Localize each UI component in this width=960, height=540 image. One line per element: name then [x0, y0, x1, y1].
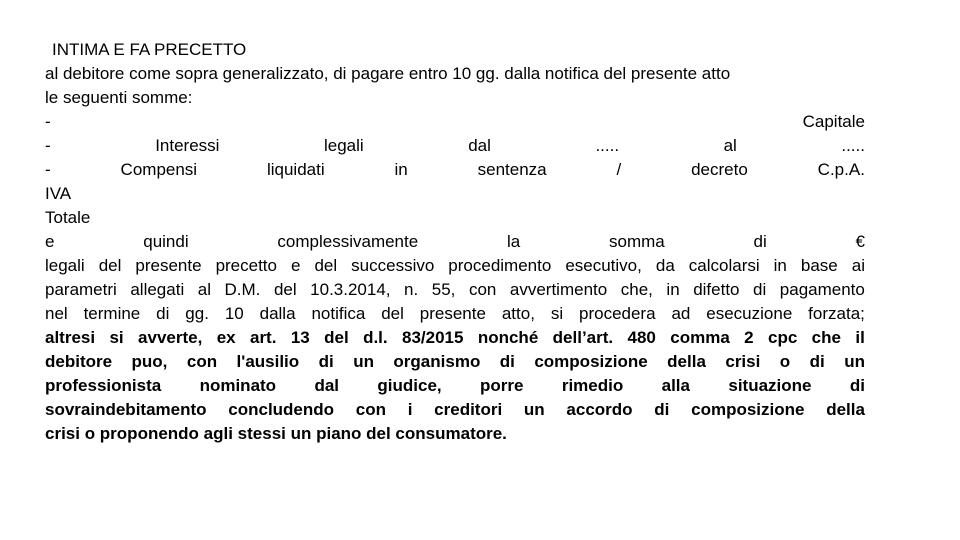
line-text: 2 — [744, 328, 754, 347]
legal-document — [45, 38, 865, 446]
line-text: - — [45, 136, 51, 155]
document-line — [45, 350, 865, 374]
line-text: da — [655, 256, 675, 275]
line-text: creditori — [434, 400, 503, 419]
line-text: liquidati — [266, 160, 325, 179]
line-text: del — [314, 256, 338, 275]
document-line — [45, 230, 865, 254]
line-text: comma — [670, 328, 730, 347]
line-text: con — [468, 280, 497, 299]
line-text: di — [318, 352, 334, 371]
line-text: 480 — [627, 328, 656, 347]
line-text: esecutivo, — [565, 256, 642, 275]
line-text: le seguenti somme: — [45, 88, 193, 107]
line-text: in — [666, 280, 680, 299]
line-text: in — [773, 256, 787, 275]
line-text: i — [407, 400, 413, 419]
line-text: al — [197, 280, 211, 299]
line-text: l'ausilio — [236, 352, 300, 371]
line-text: avvertimento — [509, 280, 608, 299]
line-text: rimedio — [561, 376, 624, 395]
line-text: con — [355, 400, 386, 419]
line-text: ad — [671, 304, 691, 323]
line-text: allegati — [130, 280, 185, 299]
line-text: 10.3.2014, — [310, 280, 391, 299]
line-text: Interessi — [155, 136, 220, 155]
line-text: decreto — [691, 160, 748, 179]
line-text: - — [45, 160, 51, 179]
line-text: crisi o proponendo agli stessi un piano del consumatore. — [45, 424, 507, 443]
line-text: si — [550, 304, 564, 323]
line-text: presente — [419, 304, 486, 323]
line-text: - — [45, 112, 51, 131]
line-text: composizione — [691, 400, 805, 419]
line-text: al debitore come sopra generalizzato, di pagare entro 10 gg. dalla notifica del presente atto — [45, 64, 731, 83]
document-line — [45, 134, 865, 158]
document-line — [45, 374, 865, 398]
line-text: professionista — [45, 376, 162, 395]
document-title: INTIMA E FA PRECETTO — [52, 40, 247, 59]
line-text: della — [826, 400, 865, 419]
line-text: ai — [851, 256, 865, 275]
line-text: n. — [404, 280, 419, 299]
line-text: e — [45, 232, 55, 251]
line-text: del — [98, 256, 122, 275]
line-text: quindi — [143, 232, 189, 251]
line-text: C.p.A. — [817, 160, 865, 179]
line-text: procedera — [579, 304, 656, 323]
line-text: legali — [45, 256, 85, 275]
document-line — [45, 110, 865, 134]
line-text: un — [844, 352, 865, 371]
document-line — [45, 302, 865, 326]
document-body — [45, 62, 865, 446]
line-text: legali — [323, 136, 364, 155]
line-text: parametri — [45, 280, 117, 299]
line-text: nonché — [477, 328, 539, 347]
line-text: 83/2015 — [402, 328, 464, 347]
line-text: un — [523, 400, 545, 419]
line-text: precetto — [215, 256, 277, 275]
line-text: di — [849, 376, 865, 395]
line-text: di — [499, 352, 515, 371]
line-text: pagamento — [779, 280, 865, 299]
line-text: giudice, — [377, 376, 442, 395]
document-line — [45, 86, 865, 110]
line-text: 55, — [431, 280, 456, 299]
line-text: successivo — [351, 256, 435, 275]
line-text: organismo — [393, 352, 481, 371]
line-text: del — [273, 280, 297, 299]
document-line — [45, 278, 865, 302]
line-text: concludendo — [228, 400, 335, 419]
line-text: crisi — [725, 352, 761, 371]
line-text: Totale — [45, 208, 91, 227]
line-text: o — [779, 352, 791, 371]
line-text: nominato — [199, 376, 277, 395]
line-text: dal — [314, 376, 340, 395]
line-text: si — [109, 328, 124, 347]
line-text: dell’art. — [552, 328, 614, 347]
line-text: termine — [83, 304, 141, 323]
line-text: Compensi — [120, 160, 198, 179]
line-text: di — [156, 304, 170, 323]
line-text: notifica — [311, 304, 366, 323]
line-text: ex — [216, 328, 236, 347]
line-text: e — [291, 256, 301, 275]
line-text: 10 — [224, 304, 244, 323]
line-text: debitore — [45, 352, 113, 371]
line-text: ..... — [595, 136, 620, 155]
document-line — [45, 422, 865, 446]
document-line — [45, 398, 865, 422]
line-text: del — [324, 328, 349, 347]
line-text: Capitale — [802, 112, 865, 131]
line-text: forzata; — [808, 304, 865, 323]
line-text: alla — [661, 376, 690, 395]
document-line — [45, 254, 865, 278]
line-text: di — [753, 280, 767, 299]
line-text: avverte, — [138, 328, 203, 347]
document-line — [45, 206, 865, 230]
line-text: D.M. — [224, 280, 261, 299]
line-text: esecuzione — [706, 304, 793, 323]
line-text: di — [753, 232, 767, 251]
line-text: del — [381, 304, 404, 323]
document-line — [45, 182, 865, 206]
line-text: il — [855, 328, 865, 347]
line-text: art. — [249, 328, 277, 347]
line-text: complessivamente — [277, 232, 419, 251]
line-text: nel — [45, 304, 68, 323]
line-text: d.l. — [363, 328, 388, 347]
document-line — [45, 158, 865, 182]
line-text: presente — [135, 256, 202, 275]
line-text: un — [353, 352, 374, 371]
line-text: al — [723, 136, 737, 155]
line-text: accordo — [566, 400, 633, 419]
line-text: la — [506, 232, 521, 251]
line-text: sovraindebitamento — [45, 400, 207, 419]
line-text: procedimento — [448, 256, 552, 275]
document-line — [45, 62, 865, 86]
line-text: porre — [480, 376, 524, 395]
line-text: gg. — [185, 304, 209, 323]
line-text: situazione — [728, 376, 812, 395]
line-text: dal — [468, 136, 491, 155]
line-text: cpc — [768, 328, 798, 347]
line-text: che — [811, 328, 841, 347]
line-text: in — [394, 160, 408, 179]
line-text: di — [654, 400, 670, 419]
line-text: dalla — [259, 304, 296, 323]
line-text: sentenza — [477, 160, 547, 179]
line-text: della — [667, 352, 706, 371]
document-line — [45, 326, 865, 350]
line-text: 13 — [290, 328, 310, 347]
line-text: atto, — [501, 304, 535, 323]
line-text: base — [800, 256, 838, 275]
line-text: altresi — [45, 328, 96, 347]
line-text: che, — [620, 280, 653, 299]
line-text: con — [186, 352, 218, 371]
line-text: puo, — [131, 352, 168, 371]
line-text: somma — [608, 232, 665, 251]
line-text: di — [809, 352, 825, 371]
line-text: difetto — [693, 280, 740, 299]
line-text: calcolarsi — [688, 256, 760, 275]
line-text: € — [855, 232, 865, 251]
line-text: / — [616, 160, 622, 179]
line-text: ..... — [841, 136, 865, 155]
line-text: IVA — [45, 184, 72, 203]
line-text: composizione — [534, 352, 648, 371]
